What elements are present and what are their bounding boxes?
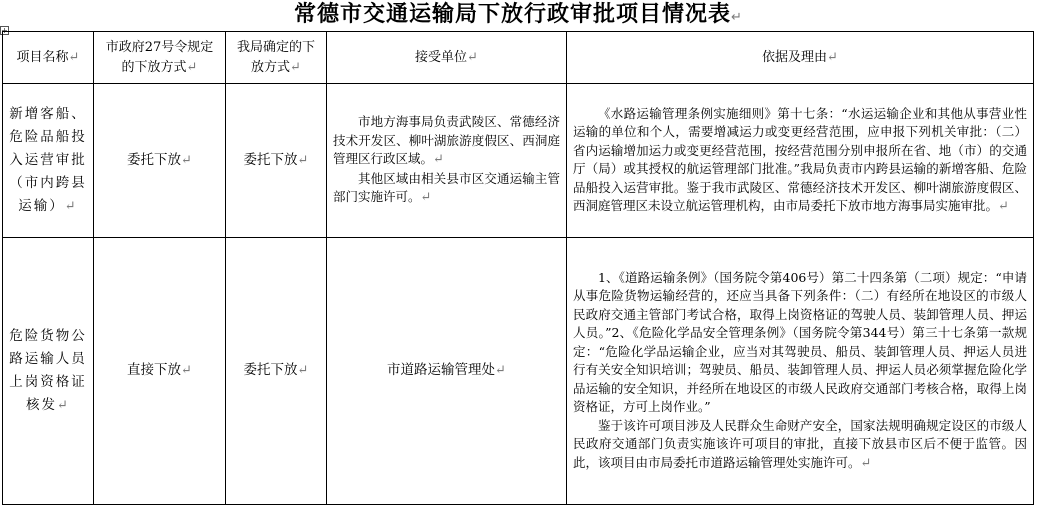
paragraph-mark-icon: ↵ bbox=[731, 10, 743, 25]
header-basis: 依据及理由↵ bbox=[567, 32, 1034, 84]
row-receiver bbox=[327, 84, 567, 238]
row-bureau-method: 委托下放↵ bbox=[226, 238, 327, 505]
basis-paragraph: 1、《道路运输条例》（国务院令第406号）第二十四条第（二项）规定：“申请从事危险货物运输经营的，还应当具备下列条件：（二）有经所在地设区的市级人民政府交通主管部门考试合格，取得上岗资格证的驾驶人员、装卸管理人员、押运人员。”2、《危险化学品安全管理条例》（国务院令第344号）第三十七条第一款规定：“危险化学品运输企业，应当对其驾驶员、船员、装卸管理人员、押运人员进行有关安全知识培训；驾驶员、船员、装卸管理人员、押运人员必须掌握危险化学品运输的安全知识，并经所在地设区的市级人民政府交通部门考核合格，取得上岗资格证，方可上岗作业。” bbox=[573, 269, 1027, 415]
row-receiver: 市道路运输管理处↵ bbox=[327, 238, 567, 505]
row-bureau-method: 委托下放↵ bbox=[226, 84, 327, 238]
table-row bbox=[3, 238, 1034, 505]
header-receiver: 接受单位↵ bbox=[327, 32, 567, 84]
header-item-name: 项目名称↵ bbox=[3, 32, 94, 84]
header-city-method: 市政府27号令规定的下放方式↵ bbox=[94, 32, 226, 84]
receiver-paragraph: 市地方海事局负责武陵区、常德经济技术开发区、柳叶湖旅游度假区、西洞庭管理区行政区域。↵ bbox=[333, 114, 560, 168]
row-basis bbox=[567, 238, 1034, 505]
row-item-name: 新增客船、危险品船投入运营审批（市内跨县运输）↵ bbox=[3, 84, 94, 238]
basis-paragraph: 鉴于该许可项目涉及人民群众生命财产安全，国家法规明确规定设区的市级人民政府交通部门负责实施该许可项目的审批，直接下放县市区后不便于监管。因此，该项目由市局委托市道路运输管理处实施许可。↵ bbox=[573, 417, 1027, 471]
row-item-name: 危险货物公路运输人员上岗资格证核发↵ bbox=[3, 238, 94, 505]
row-city-method: 委托下放↵ bbox=[94, 84, 226, 238]
table-move-handle-icon[interactable]: + bbox=[1, 26, 8, 35]
approval-items-table bbox=[2, 31, 1034, 505]
receiver-paragraph: 其他区域由相关县市区交通运输主管部门实施许可。↵ bbox=[333, 170, 560, 206]
document-title bbox=[0, 0, 1037, 30]
table-row bbox=[3, 84, 1034, 238]
header-bureau-method: 我局确定的下放方式↵ bbox=[226, 32, 327, 84]
row-city-method: 直接下放↵ bbox=[94, 238, 226, 505]
table-header-row bbox=[3, 32, 1034, 84]
basis-paragraph: 《水路运输管理条例实施细则》第十七条：“水运运输企业和其他从事营业性运输的单位和个人，需要增减运力或变更经营范围，应申报下列机关审批：（二）省内运输增加运力或变更经营范围，按经营范围分别申报所在省、地（市）的交通厅（局）或其授权的航运管理部门批准。”我局负责市内跨县运输的新增客船、危险品船投入运营审批。鉴于我市武陵区、常德经济技术开发区、柳叶湖旅游度假区、西洞庭管理区未设立航运管理机构，由市局委托下放市地方海事局实施审批。↵ bbox=[573, 105, 1027, 214]
document-title-text: 常德市交通运输局下放行政审批项目情况表 bbox=[294, 2, 732, 27]
row-basis bbox=[567, 84, 1034, 238]
